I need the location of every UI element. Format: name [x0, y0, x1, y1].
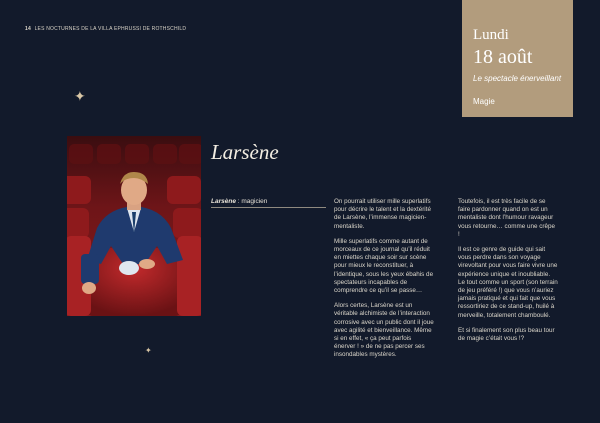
caption-role: : magicien — [235, 198, 268, 205]
photo-caption — [211, 198, 326, 208]
paragraph: Toutefois, il est très facile de se faire pardonner quand on est un mentaliste dont l’humour ravageur vous retourne… comme une crêpe ! — [458, 198, 555, 238]
article-column-2 — [458, 198, 558, 350]
paragraph: Et si finalement son plus beau tour de magie c’était vous !? — [458, 326, 555, 343]
page-number: 14 — [25, 26, 31, 32]
publication-name: LES NOCTURNES DE LA VILLA EPHRUSSI DE ROTHSCHILD — [34, 26, 187, 32]
sparkle-icon: ✦ — [74, 88, 86, 104]
event-day: Lundi — [473, 27, 509, 43]
event-date-box — [462, 0, 573, 117]
sparkle-icon: ✦ — [145, 346, 152, 355]
event-category: Magie — [473, 97, 495, 106]
running-header — [25, 26, 186, 32]
caption-name: Larsène — [211, 198, 236, 205]
event-date: 18 août — [473, 46, 533, 68]
paragraph: On pourrait utiliser mille superlatifs pour décrire le talent et la dextérité de Larsène, l’immense magicien-mentaliste. — [334, 198, 431, 230]
article-title: Larsène — [211, 140, 279, 164]
event-show-title: Le spectacle énerveillant — [473, 74, 562, 83]
paragraph: Mille superlatifs comme autant de morceaux de ce journal qu’il réduit en miettes chaque soir sur scène pour mieux le reconstituer, à l’identique, sous les yeux ébahis de spectateurs incapables de comprendre ce qu’il se passe… — [334, 237, 434, 295]
paragraph: Alors certes, Larsène est un véritable alchimiste de l’interaction corrosive avec un public dont il joue avec agilité et bienveillance. Même si en effet, « ça peut parfois énerver ! » de ne pas percer ses insondables mystères. — [334, 302, 434, 359]
paragraph: Il est ce genre de guide qui sait vous perdre dans son voyage virevoltant pour vous faire vivre une expérience unique et inoubliable. Le tout comme un sport (son terrain de jeu préféré !) que vous n’auriez jamais pratiqué et qui fait que vous ressortiriez de ce stand-up, huilé à merveille, totalement chamboulé. — [458, 246, 558, 319]
article-column-1 — [334, 198, 434, 367]
portrait-photo — [67, 136, 201, 316]
